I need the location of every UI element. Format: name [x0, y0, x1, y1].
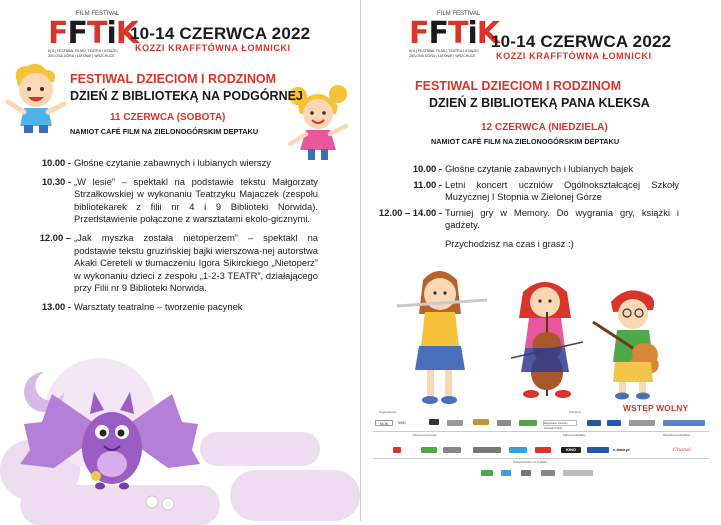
closing-note: Przychodzisz na czas i grasz :)	[445, 237, 574, 249]
cello-girl-illustration	[501, 272, 591, 402]
program-closing-row	[361, 238, 679, 251]
festival-title: FESTIWAL DZIECIOM I RODZINOM	[70, 72, 277, 86]
partners-caption: Patronat Honorowy	[413, 433, 437, 437]
program-time: 12.00 – 14.00 -	[378, 206, 442, 218]
partner-logo: NOK	[375, 420, 393, 426]
bat-illustration	[12, 352, 202, 520]
left-poster	[0, 0, 360, 521]
partner-logo	[497, 420, 511, 426]
event-date: 11 CZERWCA (SOBOTA)	[110, 112, 226, 123]
partner-logo	[663, 420, 705, 426]
guitar-boy-illustration	[593, 282, 679, 400]
boy-illustration	[6, 62, 66, 134]
program-item	[0, 176, 318, 226]
program-description: Głośne czytanie zabawnych i lubianych wierszy	[74, 157, 271, 168]
partners-caption: Dofinansowano ze środków	[513, 460, 548, 464]
logo-film-festival: FILM FESTIVAL	[76, 11, 120, 17]
partners-divider	[373, 458, 709, 459]
festival-patrons: KOZZI KRAFFTÓWNA ŁOMNICKI	[135, 43, 291, 53]
partner-logo: WiD	[395, 420, 409, 426]
decorative-cloud	[230, 470, 360, 521]
partners-caption: Partnerzy	[569, 410, 581, 414]
program-item	[0, 232, 318, 295]
day-title: DZIEŃ Z BIBLIOTEKĄ NA PODGÓRNEJ	[70, 89, 303, 103]
partner-logo	[607, 420, 621, 426]
partner-logo	[443, 447, 461, 453]
program-item	[0, 157, 318, 170]
logo-location: ZIELONA GÓRA | ŁATONIE | WRZCHUCE	[48, 54, 115, 58]
program-description: Warsztaty teatralne – tworzenie pacynek	[74, 300, 243, 312]
partner-logo: e-teatr.pl	[613, 447, 637, 453]
right-poster	[361, 0, 721, 521]
festival-title: FESTIWAL DZIECIOM I RODZINOM	[415, 79, 622, 93]
partner-logo	[393, 447, 401, 453]
partner-logo	[473, 447, 501, 453]
partner-logo	[521, 470, 531, 476]
free-entry-label: WSTĘP WOLNY	[623, 403, 689, 413]
program-time: 10.30 -	[41, 175, 71, 187]
festival-logo	[48, 12, 138, 59]
program-time: 11.00 -	[413, 178, 442, 190]
logo-subtitle: 8(11) FESTIWAL FILMU, TEATRU I KSIĄŻKI	[48, 49, 118, 53]
program-description: „Jak myszka została nietoperzem” – spektakl na podstawie tekstu gruzińskiej bajki wierszowa-nej autorstwa Akaki Cereteli w tłumaczeniu Igora Sikirckiego „Nietoperz” w wykonaniu dzieci z zespołu „1-2-3 TEATR”, działającego przy Filii nr 9 Biblioteki Norwida.	[74, 231, 318, 294]
program-item	[0, 301, 318, 314]
partner-logo	[481, 470, 493, 476]
program-item	[361, 179, 679, 204]
partner-logo	[501, 470, 511, 476]
festival-dates: 10-14 CZERWCA 2022	[130, 24, 311, 43]
partner-logo	[447, 420, 463, 426]
logo-subtitle: 8(11) FESTIWAL FILMU, TEATRU I KSIĄŻKI	[409, 49, 479, 53]
partner-logo	[587, 420, 601, 426]
partner-logo	[509, 447, 527, 453]
partner-logo: KINO	[561, 447, 581, 453]
partner-logo	[535, 447, 551, 453]
logo-location: ZIELONA GÓRA | ŁATONIE | WRZCHUCE	[409, 54, 476, 58]
program-time: 10.00 -	[412, 163, 442, 174]
partner-logo	[473, 419, 489, 425]
festival-dates: 10-14 CZERWCA 2022	[491, 32, 672, 51]
partner-logo: Regionalne Centrum Animacji Kultury	[543, 420, 577, 426]
program-description: „W lesie” – spektakl na podstawie tekstu Małgorzaty Strzałkowskiej w wykonaniu Teatrzyku Majaczek (zespołu bibliotekarek z filii nr 4 i 9 Biblioteki Norwida). Przedstawienie połączone z warsztatami ekolo-gicznymi.	[74, 175, 318, 225]
partners-caption: Współpraca Medialna	[663, 433, 690, 437]
partners-caption: Organizatorzy	[379, 410, 397, 414]
program-description: Turniej gry w Memory. Do wygrania gry, książki i gadżety.	[445, 206, 679, 231]
program-description: Głośne czytanie zabawnych i lubianych bajek	[445, 163, 634, 174]
day-title: DZIEŃ Z BIBLIOTEKĄ PANA KLEKSA	[429, 96, 650, 110]
partner-logo	[629, 420, 655, 426]
logo-film-festival: FILM FESTIVAL	[437, 11, 481, 17]
program-item	[361, 163, 679, 176]
decorative-cloud	[200, 432, 320, 466]
partners-caption: Patronat Medialny	[563, 433, 586, 437]
festival-patrons: KOZZI KRAFFTÓWNA ŁOMNICKI	[496, 51, 652, 61]
program-time: 13.00 -	[41, 300, 71, 312]
partner-logo	[421, 447, 437, 453]
partner-logo	[541, 470, 555, 476]
flute-girl-illustration	[389, 262, 499, 408]
logo-wordmark: FFTiK	[48, 16, 139, 51]
logo-wordmark: FFTiK	[409, 16, 500, 51]
partner-logo	[587, 447, 609, 453]
partner-logo	[429, 419, 439, 425]
event-date: 12 CZERWCA (NIEDZIELA)	[481, 122, 608, 133]
program-list	[0, 157, 318, 320]
event-venue: NAMIOT CAFÉ FILM NA ZIELONOGÓRSKIM DEPTAKU	[431, 137, 620, 146]
program-time: 10.00 -	[41, 157, 71, 168]
festival-logo	[409, 12, 499, 59]
partners-strip	[373, 410, 709, 518]
program-list	[361, 163, 679, 254]
partners-divider	[373, 431, 709, 432]
event-venue: NAMIOT CAFÉ FILM NA ZIELONOGÓRSKIM DEPTAKU	[70, 127, 259, 136]
partner-logo	[563, 470, 593, 476]
program-time: 12.00 –	[39, 231, 71, 243]
partner-logo	[519, 420, 537, 426]
program-item	[361, 207, 679, 232]
program-description: Letni koncert uczniów Ogólnokształcącej Szkoły Muzycznej I Stopnia w Zielonej Górze	[445, 178, 679, 203]
partner-logo: Chanel	[673, 447, 703, 453]
